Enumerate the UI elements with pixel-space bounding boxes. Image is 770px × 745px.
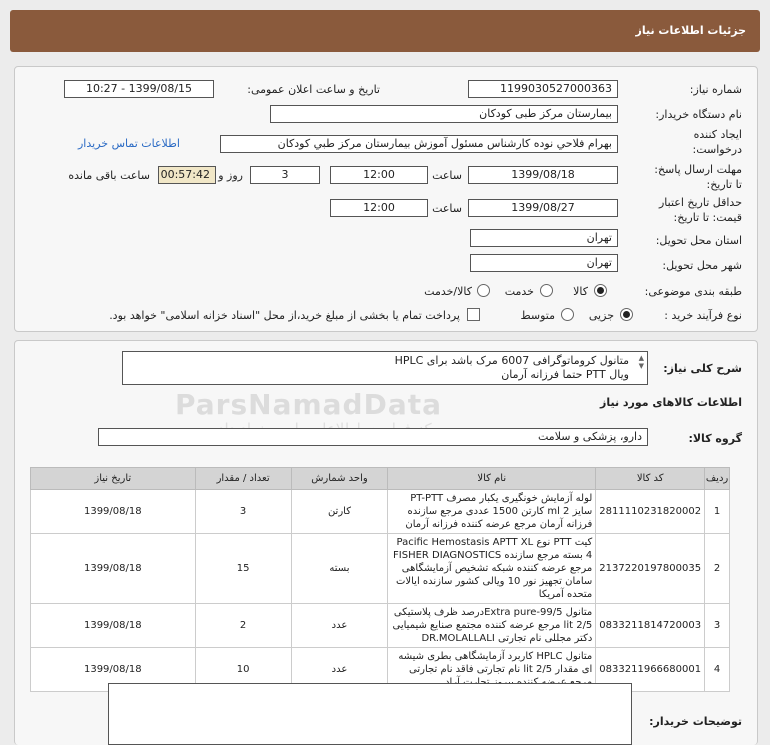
table-header-row: [31, 468, 730, 490]
category-option-both: کالا/خدمت: [424, 285, 472, 298]
process-option-minor: جزیی: [588, 309, 614, 322]
cell-name: کیت PTT نوع Pacific Hemostasis APTT XL 4 بسته مرجع سازنده FISHER DIAGNOSTICS مرجع عرضه کننده شبکه تشخیص آزمایشگاهی سامان تجهیز نور 10 ویالی کشور سازنده ایالات متحده آمریکا: [388, 534, 596, 604]
process-option-medium: متوسط: [520, 309, 555, 322]
col-header-code: کد کالا: [596, 468, 705, 490]
cell-code: 0833211966680001: [596, 648, 705, 692]
creator-field: بهرام فلاحي نوده كارشناس مسئول آموزش بيمارستان مركز طبي كودكان: [220, 135, 618, 153]
city-label: شهر محل تحویل:: [662, 259, 742, 272]
category-radio-goods[interactable]: [594, 284, 607, 297]
cell-date: 1399/08/18: [31, 648, 196, 692]
category-option-service: خدمت: [504, 285, 534, 298]
days-label: روز و: [218, 169, 243, 182]
contact-info-link[interactable]: اطلاعات تماس خریدار: [78, 137, 180, 150]
deadline-date-field: 1399/08/18: [468, 166, 618, 184]
cell-index: 3: [705, 604, 730, 648]
goods-group-field: دارو، پزشکی و سلامت: [98, 428, 648, 446]
cell-index: 1: [705, 490, 730, 534]
remaining-time-field: 00:57:42: [158, 166, 216, 184]
col-header-qty: تعداد / مقدار: [195, 468, 291, 490]
cell-unit: عدد: [291, 604, 388, 648]
watermark-text: ParsNamadData: [175, 388, 442, 421]
deadline-time-field: 12:00: [330, 166, 428, 184]
buyer-notes-label: توضیحات خریدار:: [649, 715, 742, 728]
validity-label-1: حداقل تاریخ اعتبار: [658, 196, 742, 209]
category-label: طبقه بندی موضوعی:: [644, 285, 742, 298]
city-field: تهران: [470, 254, 618, 272]
goods-section-title: اطلاعات کالاهای مورد نیاز: [600, 396, 742, 409]
category-option-goods: کالا: [573, 285, 588, 298]
treasury-payment-checkbox[interactable]: [467, 308, 480, 321]
buyer-org-field: بیمارستان مرکز طبی کودکان: [270, 105, 618, 123]
creator-label-1: ایجاد کننده: [693, 128, 742, 141]
summary-line-1: متانول کروماتوگرافی 6007 مرک باشد برای HPLC: [394, 354, 629, 367]
cell-unit: بسته: [291, 534, 388, 604]
col-header-name: نام کالا: [388, 468, 596, 490]
scroll-arrows-icon[interactable]: ▲ ▼: [638, 354, 644, 370]
deadline-label-2: تا تاریخ:: [706, 178, 742, 191]
cell-qty: 15: [195, 534, 291, 604]
col-header-index: ردیف: [705, 468, 730, 490]
buyer-org-label: نام دستگاه خریدار:: [655, 108, 742, 121]
process-label: نوع فرآیند خرید :: [664, 309, 742, 322]
process-radio-medium[interactable]: [561, 308, 574, 321]
cell-date: 1399/08/18: [31, 490, 196, 534]
need-number-field: 1199030527000363: [468, 80, 618, 98]
cell-name: لوله آزمایش خونگیری یکبار مصرف PT-PTT سایز ml 2 کارتن 1500 عددی مرجع سازنده فرزانه آرمان مرجع عرضه کننده فرزانه آرمان: [388, 490, 596, 534]
treasury-payment-note: پرداخت تمام یا بخشی از مبلغ خرید،از محل "اسناد خزانه اسلامی" خواهد بود.: [109, 309, 460, 322]
goods-group-label: گروه کالا:: [688, 432, 742, 445]
cell-qty: 3: [195, 490, 291, 534]
buyer-notes-field[interactable]: [108, 683, 632, 745]
creator-label-2: درخواست:: [692, 143, 742, 156]
summary-label: شرح کلی نیاز:: [663, 362, 742, 375]
validity-label-2: قیمت: تا تاریخ:: [673, 211, 742, 224]
deadline-label-1: مهلت ارسال پاسخ:: [654, 163, 742, 176]
cell-index: 4: [705, 648, 730, 692]
category-radio-both[interactable]: [477, 284, 490, 297]
category-radio-service[interactable]: [540, 284, 553, 297]
remaining-label: ساعت باقی مانده: [68, 169, 150, 182]
page-title: جزئیات اطلاعات نیاز: [635, 24, 746, 37]
cell-unit: عدد: [291, 648, 388, 692]
table-row: [31, 534, 730, 604]
goods-table: [30, 467, 730, 692]
cell-name: متانول Extra pure-99/5درصد ظرف پلاستیکی lit 2/5 مرجع عرضه کننده مجتمع صنایع شیمیایی دکتر مجللی نام تجارتی DR.MOLALLALI: [388, 604, 596, 648]
cell-name: متانول HPLC کاربرد آزمایشگاهی بطری شیشه ای مقدار lit 2/5 نام تجارتی فاقد نام تجارتی: [388, 648, 596, 692]
cell-code: 2811110231820002: [596, 490, 705, 534]
validity-time-label: ساعت: [432, 202, 462, 215]
summary-textarea[interactable]: [122, 351, 648, 385]
cell-date: 1399/08/18: [31, 604, 196, 648]
announce-label: تاریخ و ساعت اعلان عمومی:: [247, 83, 380, 96]
cell-code: 2137220197800035: [596, 534, 705, 604]
table-row: [31, 604, 730, 648]
cell-index: 2: [705, 534, 730, 604]
process-radio-minor[interactable]: [620, 308, 633, 321]
deadline-time-label: ساعت: [432, 169, 462, 182]
need-number-label: شماره نیاز:: [689, 83, 742, 96]
cell-date: 1399/08/18: [31, 534, 196, 604]
page-header: [10, 10, 760, 52]
cell-unit: کارتن: [291, 490, 388, 534]
table-row: [31, 490, 730, 534]
days-field: 3: [250, 166, 320, 184]
validity-date-field: 1399/08/27: [468, 199, 618, 217]
province-field: تهران: [470, 229, 618, 247]
announce-field: 1399/08/15 - 10:27: [64, 80, 214, 98]
summary-line-2: ویال PTT حتما فرزانه آرمان: [501, 368, 629, 381]
validity-time-field: 12:00: [330, 199, 428, 217]
province-label: استان محل تحویل:: [655, 234, 742, 247]
cell-qty: 10: [195, 648, 291, 692]
col-header-date: تاریخ نیاز: [31, 468, 196, 490]
col-header-unit: واحد شمارش: [291, 468, 388, 490]
cell-qty: 2: [195, 604, 291, 648]
cell-code: 0833211814720003: [596, 604, 705, 648]
